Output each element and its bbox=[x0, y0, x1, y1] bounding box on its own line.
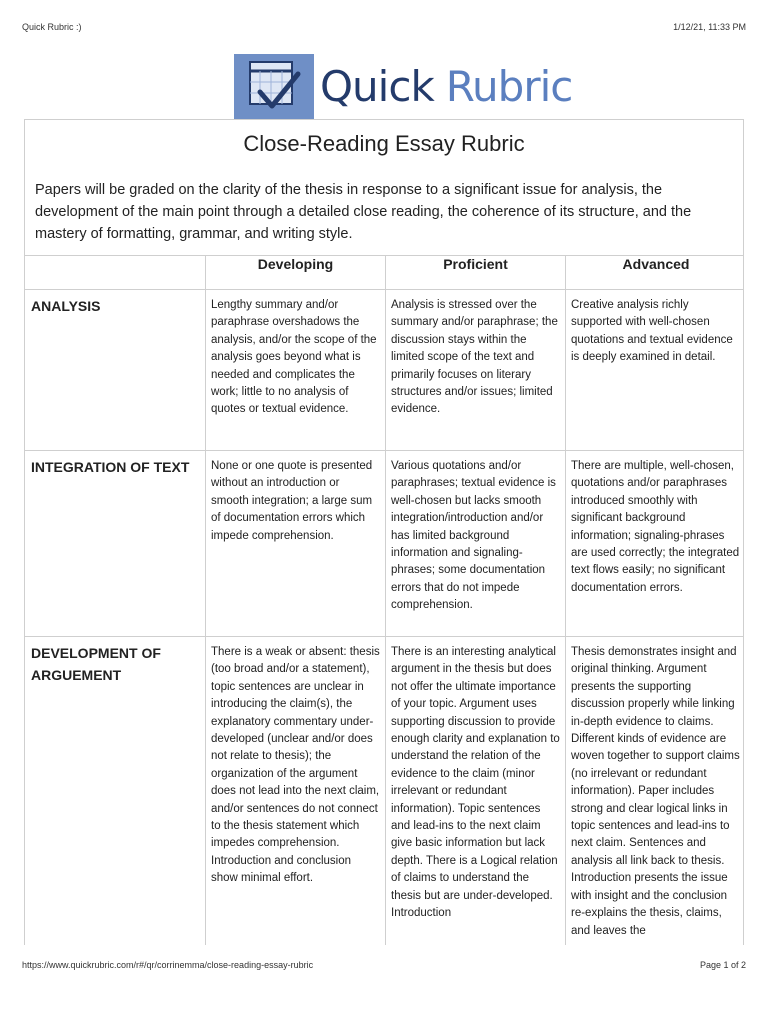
print-footer-url[interactable]: https://www.quickrubric.com/r#/qr/corrinemma/close-reading-essay-rubric bbox=[22, 960, 314, 970]
logo-word-rubric: Rubric bbox=[445, 62, 573, 111]
cell-development-advanced: Thesis demonstrates insight and original thinking. Argument presents the supporting discussion properly while linking in-depth evidence to claims. Different kinds of evidence are woven together to support claims (no irrelevant or redundant information). Paper includes strong and clear logical links in topic sentences and lead-ins to next claim. Sentences and analysis all link back to thesis. Introduction presents the issue with insight and the conclusion re-explains the thesis, claims, and leaves the bbox=[566, 637, 745, 946]
table-row bbox=[25, 637, 745, 946]
column-header-proficient: Proficient bbox=[386, 256, 566, 290]
cell-analysis-proficient: Analysis is stressed over the summary and/or paraphrase; the discussion stays within the limited scope of the text and primarily focuses on literary structures and/or issues; limited evidence. bbox=[386, 290, 566, 451]
rubric-header-row bbox=[25, 256, 745, 290]
cell-analysis-developing: Lengthy summary and/or paraphrase overshadows the analysis, and/or the scope of the analysis goes beyond what is needed and complicates the work; little to no analysis of quotes or textual evidence. bbox=[206, 290, 386, 451]
criterion-analysis: ANALYSIS bbox=[25, 290, 206, 451]
cell-development-proficient: There is an interesting analytical argument in the thesis but does not offer the ultimate importance of your topic. Argument uses supporting discussion to provide enough clarity and explanation to understand the relation of the evidence to the claim (minor irrelevant or redundant information). Topic sentences and lead-ins to the next claim give basic information but lack depth. There is a Logical relation of claims to understand the thesis but are under-developed. Introduction bbox=[386, 637, 566, 946]
criterion-development-of-argument: DEVELOPMENT OF ARGUEMENT bbox=[25, 637, 206, 946]
column-header-developing: Developing bbox=[206, 256, 386, 290]
print-header-datetime: 1/12/21, 11:33 PM bbox=[673, 22, 746, 32]
cell-integration-proficient: Various quotations and/or paraphrases; textual evidence is well-chosen but lacks smooth integration/introduction and/or has limited background information and signaling-phrases; some documentation errors that do not impede comprehension. bbox=[386, 451, 566, 637]
column-header-advanced: Advanced bbox=[566, 256, 745, 290]
criterion-integration-of-text: INTEGRATION OF TEXT bbox=[25, 451, 206, 637]
quick-rubric-logo[interactable] bbox=[234, 54, 572, 120]
cell-integration-developing: None or one quote is presented without an introduction or smooth integration; a large sum of documentation errors which impede comprehension. bbox=[206, 451, 386, 637]
rubric-checkmark-icon bbox=[234, 54, 314, 120]
cell-development-developing: There is a weak or absent: thesis (too broad and/or a statement), topic sentences are unclear in introducing the claim(s), the explanatory commentary under-developed (unclear and/or does not relate to thesis); the organization of the argument does not lead into the next claim, and/or sentences do not connect to the thesis statement which impedes comprehension. Introduction and conclusion show minimal effort. bbox=[206, 637, 386, 946]
rubric-title: Close-Reading Essay Rubric bbox=[243, 131, 525, 156]
cell-analysis-advanced: Creative analysis richly supported with well-chosen quotations and textual evidence is deeply examined in detail. bbox=[566, 290, 745, 451]
rubric-table bbox=[24, 255, 744, 945]
table-row bbox=[25, 451, 745, 637]
rubric-container bbox=[24, 119, 744, 945]
cell-integration-advanced: There are multiple, well-chosen, quotations and/or paraphrases introduced smoothly with significant background information; signaling-phrases are used correctly; the integrated text flows easily; no significant documentation errors. bbox=[566, 451, 745, 637]
print-header-title: Quick Rubric :) bbox=[22, 22, 82, 32]
rubric-description: Papers will be graded on the clarity of the thesis in response to a significant issue for analysis, the development of the main point through a detailed close reading, the coherence of its structure, and the mastery of formatting, grammar, and writing style. bbox=[35, 182, 692, 242]
column-header-criteria bbox=[25, 256, 206, 290]
print-footer-page-number: Page 1 of 2 bbox=[699, 960, 746, 970]
table-row bbox=[25, 290, 745, 451]
logo-word-quick: Quick bbox=[320, 62, 434, 111]
